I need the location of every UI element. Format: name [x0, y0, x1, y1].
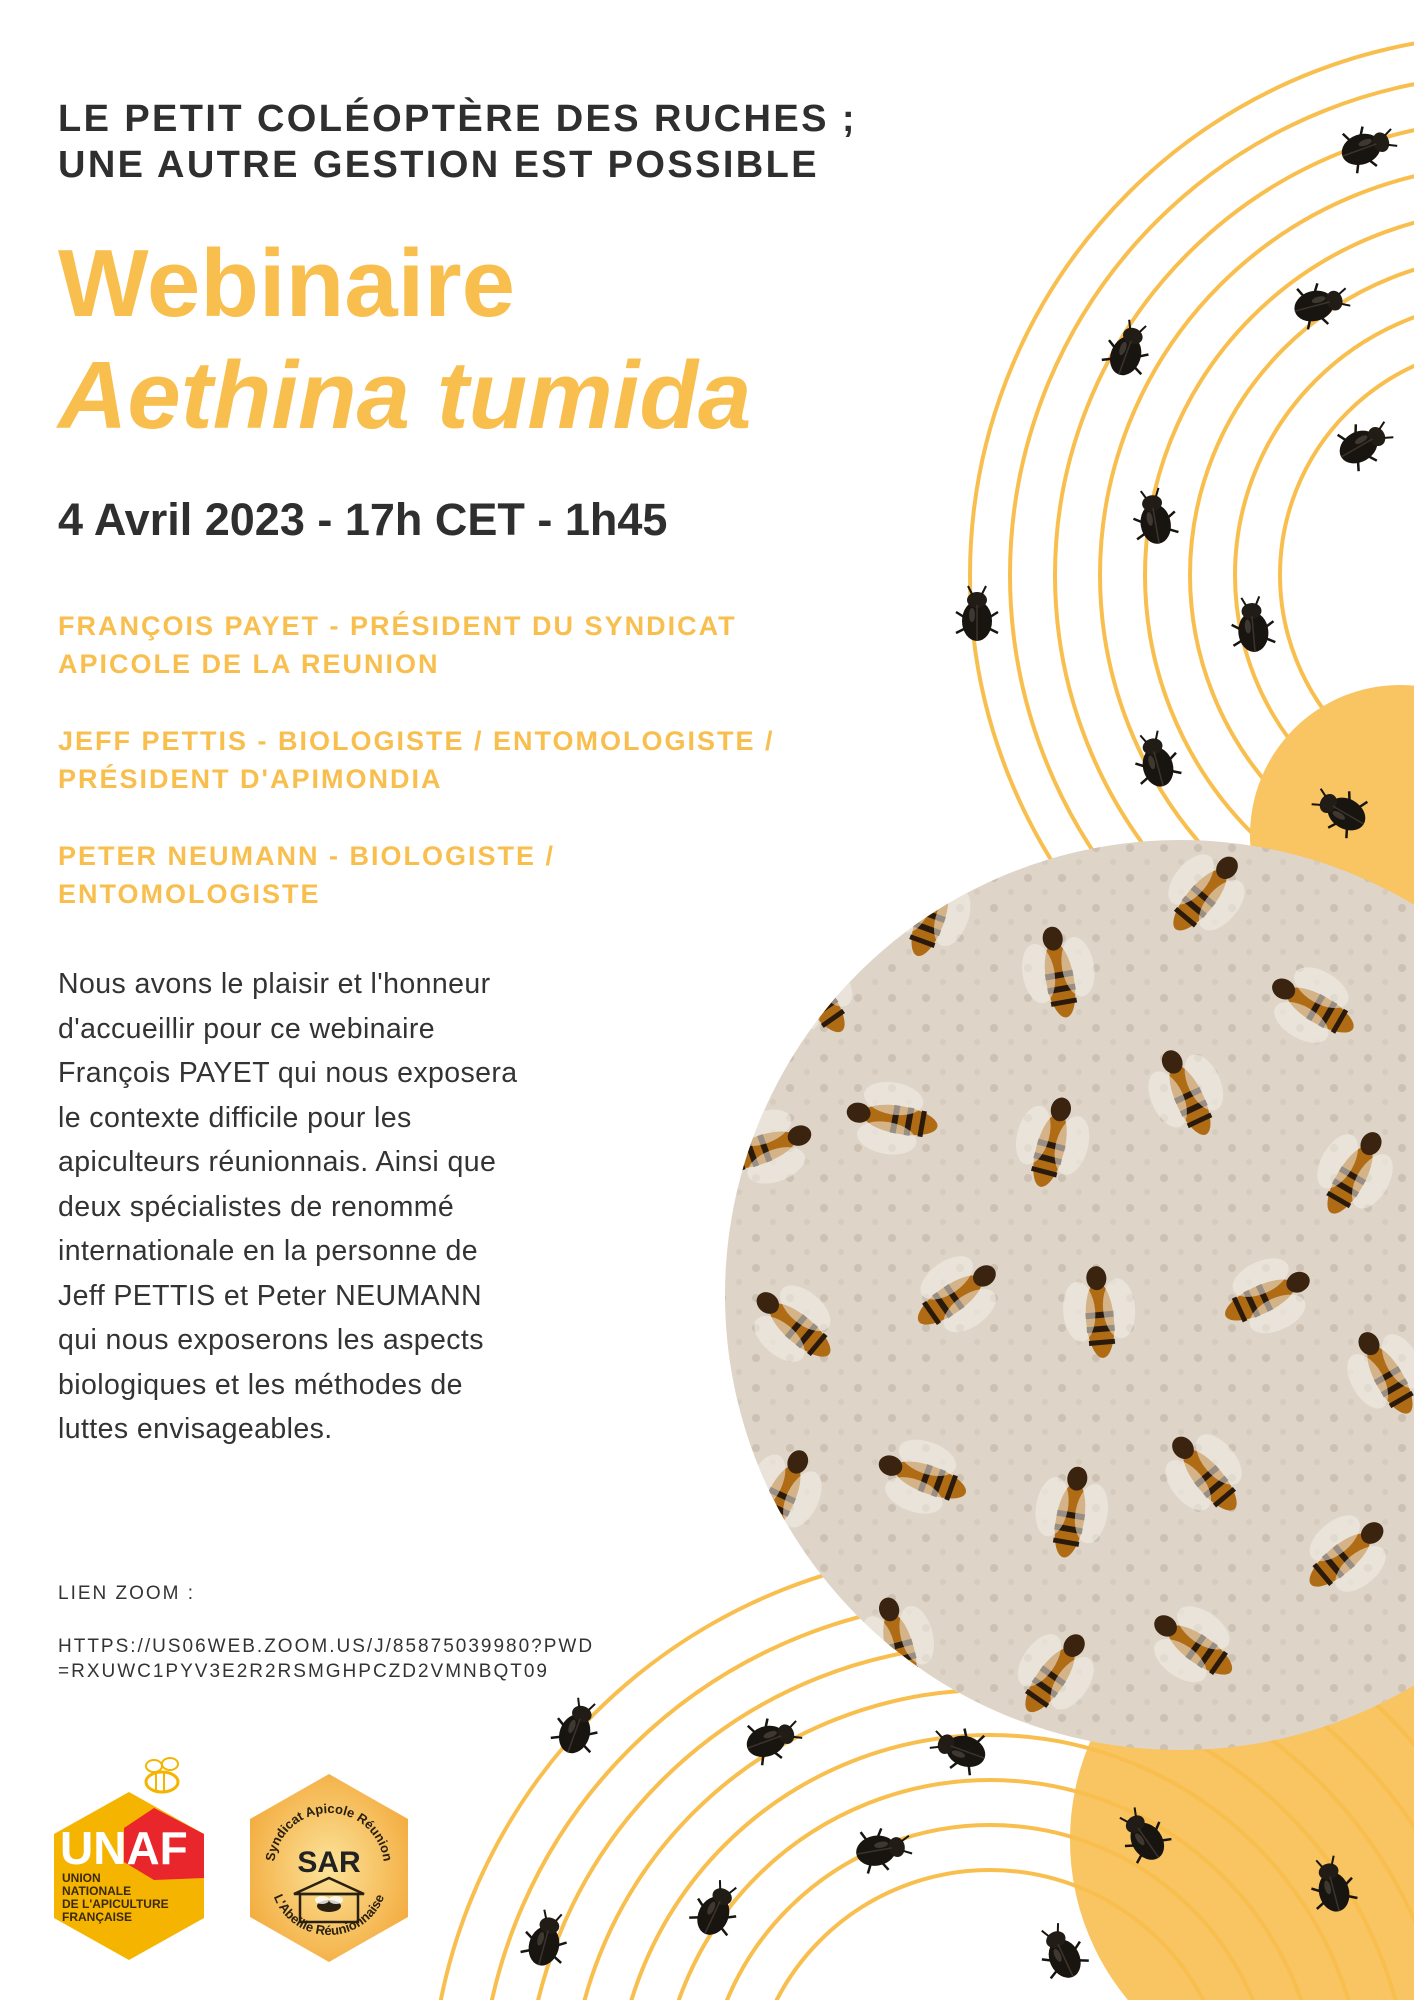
kicker-line-1: LE PETIT COLÉOPTÈRE DES RUCHES ; — [58, 98, 857, 140]
unaf-line-1: UNION — [62, 1871, 101, 1885]
speaker-line-1: FRANÇOIS PAYET - PRÉSIDENT DU SYNDICAT — [58, 611, 737, 641]
speaker-line-2: PRÉSIDENT D'APIMONDIA — [58, 764, 443, 794]
speaker-payet — [58, 607, 878, 683]
speaker-pettis — [58, 722, 878, 798]
event-title — [58, 228, 751, 452]
unaf-wordmark: UNAF — [60, 1822, 188, 1874]
bee-photo — [700, 830, 1414, 1760]
title-line-2: Aethina tumida — [58, 342, 752, 449]
zoom-label: LIEN ZOOM : — [58, 1583, 196, 1604]
event-date: 4 Avril 2023 - 17h CET - 1h45 — [58, 494, 668, 545]
sar-arc-bottom: L'Abeille Réunionnaise — [270, 1891, 388, 1939]
sar-logo — [246, 1772, 412, 1964]
kicker-line-2: UNE AUTRE GESTION EST POSSIBLE — [58, 144, 820, 186]
speaker-line-2: APICOLE DE LA REUNION — [58, 649, 440, 679]
bee-icon — [146, 1758, 178, 1792]
speaker-line-1: PETER NEUMANN - BIOLOGISTE / — [58, 841, 556, 871]
event-description: Nous avons le plaisir et l'honneur d'accueillir pour ce webinaire François PAYET qui nous exposera le contexte difficile pour les apiculteurs réunionnais. Ainsi que deux spécialistes de renommé internationale en la personne de Jeff PETTIS et Peter NEUMANN qui nous exposerons les aspects biologiques et les méthodes de luttes envisageables. — [58, 968, 518, 1445]
headline-kicker — [58, 96, 958, 188]
speaker-line-2: ENTOMOLOGISTE — [58, 879, 321, 909]
unaf-logo — [44, 1752, 214, 1962]
speaker-neumann — [58, 837, 878, 913]
sar-wordmark: SAR — [297, 1846, 361, 1879]
unaf-line-3: DE L'APICULTURE — [62, 1897, 169, 1911]
title-line-1: Webinaire — [58, 230, 516, 337]
unaf-line-2: NATIONALE — [62, 1884, 132, 1898]
sar-arc-top: Syndicat Apicole Réunion — [262, 1800, 396, 1863]
unaf-line-4: FRANÇAISE — [62, 1910, 133, 1924]
speaker-line-1: JEFF PETTIS - BIOLOGISTE / ENTOMOLOGISTE / — [58, 726, 775, 756]
zoom-link[interactable]: HTTPS://US06WEB.ZOOM.US/J/85875039980?PWD=RXUWC1PYV3E2R2RSMGHPCZD2VMNBQT09 — [58, 1636, 595, 1682]
